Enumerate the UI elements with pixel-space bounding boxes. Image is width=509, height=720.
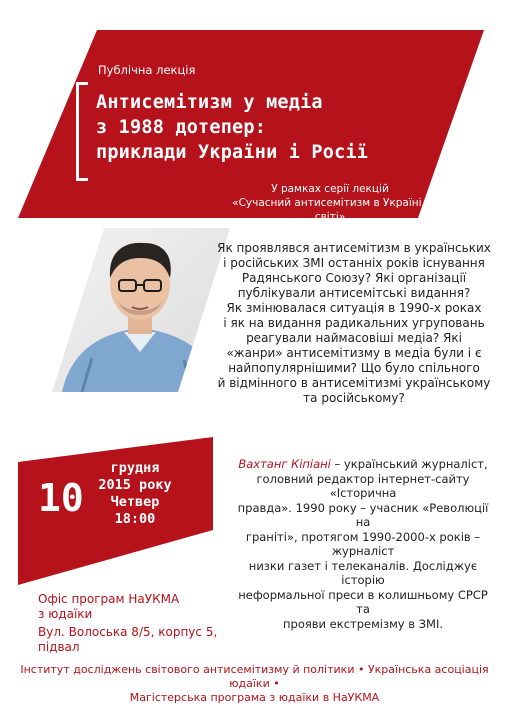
venue-address: Вул. Волоська 8/5, корпус 5, [38,625,218,639]
bio-line: прояви екстремізму в ЗМІ. [283,616,443,631]
bio-text: – український журналіст, [330,457,488,471]
event-datetime [80,460,190,528]
description-line: «жанри» антисемітизму в медіа були і є [226,346,482,360]
description-line: Як змінювалася ситуація в 1990-х роках [226,301,482,315]
event-kicker: Публічна лекція [98,63,196,77]
event-day: 10 [38,476,84,520]
event-year: 2015 року [98,477,172,493]
title-line: з 1988 дотепер: [96,117,267,138]
venue-name-cont: з юдаїки [38,606,93,621]
title-line: Антисемітизм у медіа [96,92,323,113]
series-line: У рамках серії лекцій [271,183,389,195]
lecture-title [96,90,426,165]
venue-address-cont: підвал [38,639,80,654]
description-line: найпопулярнішими? Що було спільного [228,361,480,375]
lecture-description [208,241,500,406]
description-line: реагували наймасовіші медіа? Які [246,331,462,345]
venue-name: Офіс програм НаУКМА [38,592,180,606]
bio-line: головний редактор інтернет-сайту «Історична [256,471,470,500]
description-line: та російському? [303,391,405,405]
speaker-photo [52,228,230,392]
bio-line: граніті», протягом 1990-2000-х років – журналіст [245,529,481,558]
description-line: Радянського Союзу? Які організації [241,271,467,285]
event-month: грудня [110,460,160,476]
speaker-name: Вахтанг Кіпіані [238,457,331,471]
description-line: публікували антисемітські видання? [237,286,471,300]
organizers-footer [0,663,509,705]
title-bracket [76,82,88,181]
bio-line [232,457,494,472]
event-time: 18:00 [114,511,156,527]
title-line: приклади України і Росії [96,142,369,163]
description-line: Як проявлявся антисемітизм в українських [217,241,491,255]
footer-line: Інститут досліджень світового антисемітизму й політики • Українська асоціація юдаїки • [20,663,489,690]
footer-line: Магістерська програма з юдаїки в НаУКМА [129,691,380,704]
series-line: «Сучасний антисемітизм в Україні і світі» [232,197,428,223]
bio-line: низки газет і телеканалів. Досліджує історію [248,558,478,587]
event-weekday: Четвер [110,494,160,510]
bio-line: правда». 1990 року – учасник «Революції на [237,500,489,529]
series-note [220,182,440,224]
description-line: і російських ЗМІ останніх років існування [223,256,485,270]
description-line: і як на видання радикальних угруповань [223,316,485,330]
description-line: й відмінного в антисемітизмі українському [217,376,491,390]
bio-line: неформальної преси в колишньому СРСР та [238,587,488,616]
venue-block [38,592,278,654]
